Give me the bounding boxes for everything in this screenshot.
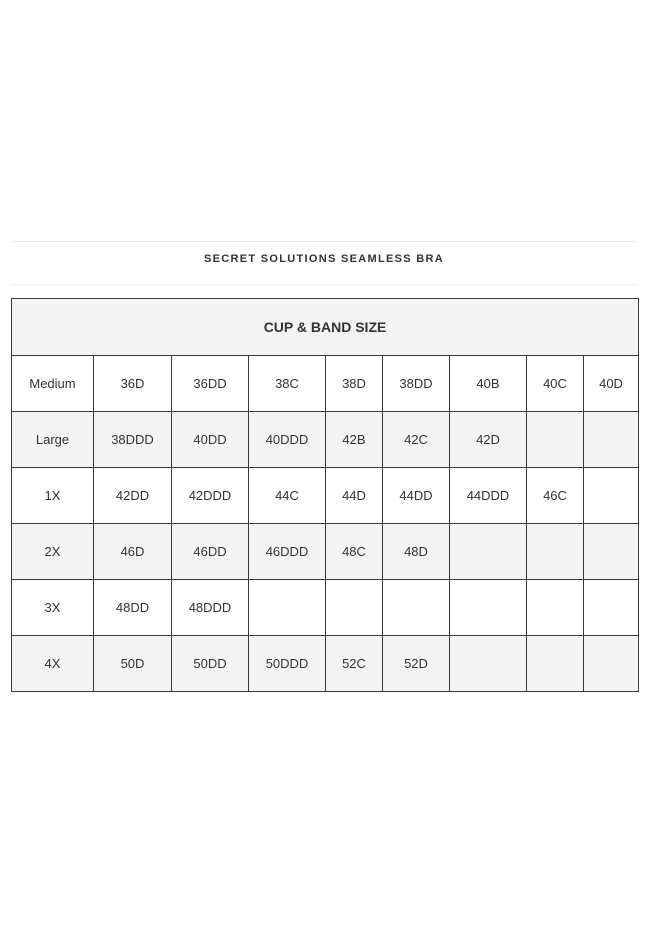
table-cell: 42DD bbox=[94, 468, 172, 524]
table-cell: 46DD bbox=[172, 524, 249, 580]
table-cell bbox=[527, 412, 584, 468]
table-cell bbox=[450, 524, 527, 580]
table-cell: 52C bbox=[326, 636, 383, 692]
table-cell: 46C bbox=[527, 468, 584, 524]
table-cell: 48DDD bbox=[172, 580, 249, 636]
table-cell: 38C bbox=[249, 356, 326, 412]
table-cell: 48D bbox=[383, 524, 450, 580]
size-chart-body bbox=[12, 299, 639, 692]
size-label: 2X bbox=[12, 524, 94, 580]
table-cell: 38DD bbox=[383, 356, 450, 412]
table-cell: 40DDD bbox=[249, 412, 326, 468]
table-cell: 38DDD bbox=[94, 412, 172, 468]
table-cell: 52D bbox=[383, 636, 450, 692]
table-row bbox=[12, 636, 639, 692]
size-label: Medium bbox=[12, 356, 94, 412]
size-chart-table bbox=[11, 298, 639, 692]
table-cell bbox=[450, 580, 527, 636]
title-top-divider bbox=[10, 241, 638, 242]
table-cell: 38D bbox=[326, 356, 383, 412]
table-cell: 50D bbox=[94, 636, 172, 692]
chart-title: SECRET SOLUTIONS SEAMLESS BRA bbox=[204, 253, 444, 265]
table-cell bbox=[326, 580, 383, 636]
table-cell bbox=[584, 524, 639, 580]
table-cell bbox=[527, 636, 584, 692]
table-cell bbox=[584, 580, 639, 636]
table-row bbox=[12, 356, 639, 412]
table-cell: 40C bbox=[527, 356, 584, 412]
table-cell bbox=[527, 580, 584, 636]
table-cell: 44D bbox=[326, 468, 383, 524]
table-cell: 48DD bbox=[94, 580, 172, 636]
table-cell bbox=[527, 524, 584, 580]
table-cell: 50DD bbox=[172, 636, 249, 692]
table-cell: 42C bbox=[383, 412, 450, 468]
table-cell bbox=[249, 580, 326, 636]
table-cell: 40DD bbox=[172, 412, 249, 468]
table-row bbox=[12, 524, 639, 580]
size-label: 1X bbox=[12, 468, 94, 524]
table-cell: 48C bbox=[326, 524, 383, 580]
table-cell: 46D bbox=[94, 524, 172, 580]
table-cell: 44DD bbox=[383, 468, 450, 524]
title-bottom-divider bbox=[10, 284, 638, 285]
table-cell bbox=[584, 412, 639, 468]
table-cell: 44DDD bbox=[450, 468, 527, 524]
table-cell: 50DDD bbox=[249, 636, 326, 692]
table-cell: 36D bbox=[94, 356, 172, 412]
table-row bbox=[12, 412, 639, 468]
table-row bbox=[12, 580, 639, 636]
table-cell bbox=[584, 636, 639, 692]
table-cell: 42D bbox=[450, 412, 527, 468]
size-label: 3X bbox=[12, 580, 94, 636]
table-cell: 36DD bbox=[172, 356, 249, 412]
table-cell: 40B bbox=[450, 356, 527, 412]
table-cell bbox=[450, 636, 527, 692]
size-label: 4X bbox=[12, 636, 94, 692]
table-cell: 44C bbox=[249, 468, 326, 524]
size-label: Large bbox=[12, 412, 94, 468]
header-row bbox=[12, 299, 639, 356]
table-cell bbox=[383, 580, 450, 636]
table-cell bbox=[584, 468, 639, 524]
table-cell: 42B bbox=[326, 412, 383, 468]
table-header: CUP & BAND SIZE bbox=[12, 299, 639, 356]
table-cell: 40D bbox=[584, 356, 639, 412]
table-cell: 42DDD bbox=[172, 468, 249, 524]
table-cell: 46DDD bbox=[249, 524, 326, 580]
table-row bbox=[12, 468, 639, 524]
